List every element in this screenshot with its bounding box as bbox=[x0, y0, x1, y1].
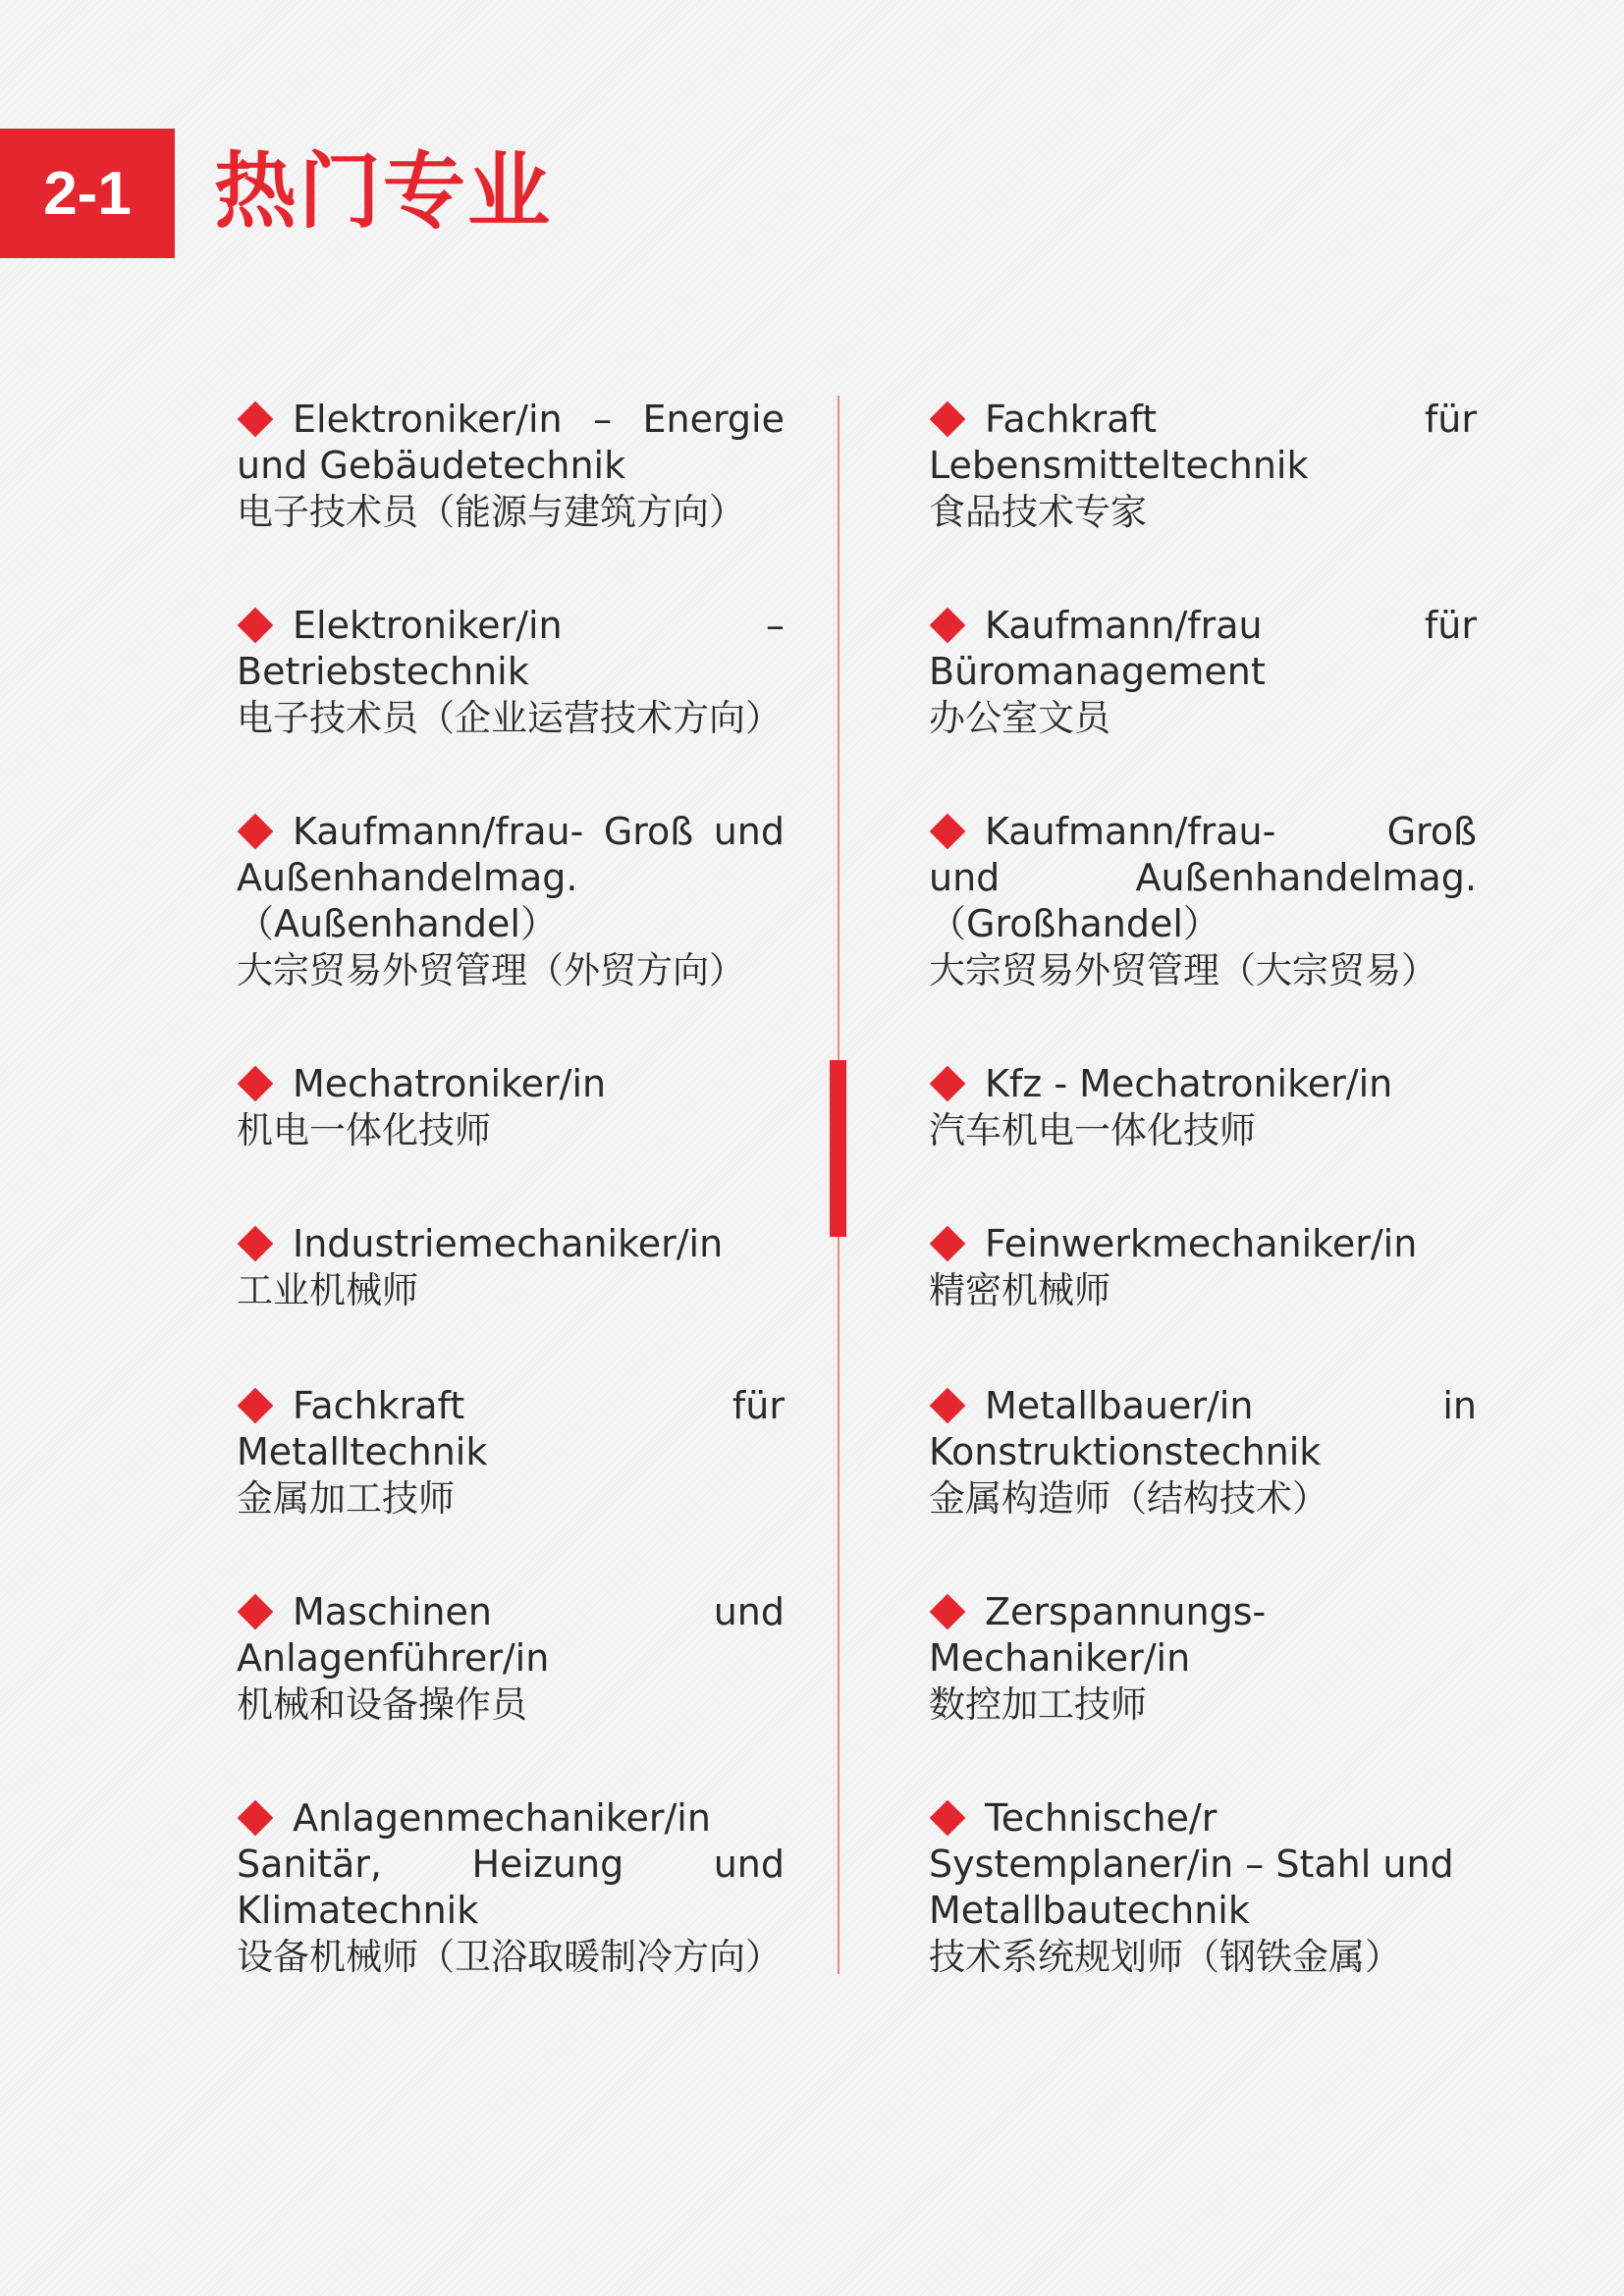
major-name-line bbox=[237, 809, 785, 855]
major-chinese-name: 金属加工技师 bbox=[237, 1477, 455, 1520]
divider-accent-mark bbox=[830, 1060, 846, 1237]
major-name-word: Energie bbox=[642, 398, 785, 441]
major-name-word: und Gebäudetechnik bbox=[237, 444, 626, 487]
major-name-word: Konstruktionstechnik bbox=[929, 1430, 1322, 1473]
major-name-word: Lebensmitteltechnik bbox=[929, 444, 1309, 487]
major-chinese-name: 金属构造师（结构技术） bbox=[929, 1477, 1328, 1520]
major-item bbox=[237, 603, 785, 741]
red-diamond-icon bbox=[930, 1594, 966, 1630]
section-number-badge bbox=[0, 129, 175, 258]
major-name-word: Anlagenmechaniker/in bbox=[293, 1796, 711, 1840]
major-name-continuation bbox=[929, 901, 1477, 947]
major-name-word: Metallbautechnik bbox=[929, 1889, 1250, 1932]
major-chinese-name: 数控加工技师 bbox=[929, 1683, 1147, 1726]
major-chinese-name: 电子技术员（企业运营技术方向） bbox=[237, 697, 782, 739]
major-name-word: Kfz - Mechatroniker/in bbox=[985, 1062, 1393, 1105]
major-name-word: Industriemechaniker/in bbox=[293, 1222, 724, 1265]
major-name-line bbox=[237, 1061, 785, 1107]
major-name-continuation bbox=[929, 1429, 1477, 1475]
major-name-word: Systemplaner/in – Stahl und bbox=[929, 1842, 1454, 1886]
red-diamond-icon bbox=[930, 1066, 966, 1102]
major-name-line bbox=[237, 603, 785, 649]
red-diamond-icon bbox=[238, 608, 274, 644]
red-diamond-icon bbox=[238, 814, 274, 850]
major-name-word: （Großhandel） bbox=[929, 902, 1220, 945]
major-item bbox=[237, 1221, 785, 1313]
major-chinese-name: 电子技术员（能源与建筑方向） bbox=[237, 491, 745, 533]
major-name-continuation bbox=[237, 649, 785, 695]
major-name-continuation bbox=[929, 443, 1477, 489]
major-chinese-name: 精密机械师 bbox=[929, 1269, 1110, 1311]
major-item bbox=[929, 397, 1477, 535]
major-name-word: Kaufmann/frau bbox=[985, 604, 1263, 647]
major-name-word: Betriebstechnik bbox=[237, 650, 529, 693]
major-item bbox=[237, 1061, 785, 1153]
major-item bbox=[237, 1383, 785, 1522]
major-name-word: Büromanagement bbox=[929, 650, 1266, 693]
major-item bbox=[929, 1795, 1477, 1980]
major-name-continuation bbox=[237, 855, 785, 901]
major-name-word: Zerspannungs- bbox=[985, 1590, 1267, 1633]
major-name-continuation bbox=[237, 1888, 785, 1934]
major-chinese-name: 食品技术专家 bbox=[929, 491, 1147, 533]
major-name-word: – bbox=[593, 398, 613, 441]
red-diamond-icon bbox=[238, 1226, 274, 1262]
major-name-word: für bbox=[731, 1384, 785, 1427]
major-chinese-name: 设备机械师（卫浴取暖制冷方向） bbox=[237, 1936, 782, 1978]
page-title: 热门专业 bbox=[214, 143, 553, 240]
major-name-word: und bbox=[929, 856, 1001, 899]
major-name-word: in bbox=[1442, 1384, 1477, 1427]
major-name-word: Außenhandelmag. bbox=[237, 856, 578, 899]
red-diamond-icon bbox=[930, 401, 966, 438]
major-item bbox=[929, 1589, 1477, 1728]
major-name-word: für bbox=[1424, 604, 1477, 647]
major-name-word: Groß bbox=[1386, 810, 1477, 853]
major-name-continuation bbox=[237, 1842, 785, 1888]
major-chinese-name: 工业机械师 bbox=[237, 1269, 418, 1311]
red-diamond-icon bbox=[930, 1388, 966, 1424]
major-name-line bbox=[929, 809, 1477, 855]
major-name-line bbox=[237, 1383, 785, 1429]
major-name-word: （Außenhandel） bbox=[237, 902, 558, 945]
major-item bbox=[929, 1221, 1477, 1313]
major-chinese-name: 大宗贸易外贸管理（大宗贸易） bbox=[929, 949, 1437, 991]
red-diamond-icon bbox=[930, 1800, 966, 1837]
major-name-word: Klimatechnik bbox=[237, 1889, 479, 1932]
red-diamond-icon bbox=[238, 1800, 274, 1837]
major-name-line bbox=[237, 1589, 785, 1635]
major-name-word: und bbox=[713, 810, 785, 853]
major-name-line bbox=[237, 1795, 785, 1842]
red-diamond-icon bbox=[930, 814, 966, 850]
major-name-line bbox=[929, 1061, 1477, 1107]
major-item bbox=[929, 809, 1477, 993]
section-number: 2-1 bbox=[43, 159, 132, 228]
major-name-line bbox=[237, 1221, 785, 1267]
major-chinese-name: 技术系统规划师（钢铁金属） bbox=[929, 1936, 1401, 1978]
major-name-continuation bbox=[929, 855, 1477, 901]
major-name-word: Mechaniker/in bbox=[929, 1636, 1191, 1680]
major-name-word: Metalltechnik bbox=[237, 1430, 488, 1473]
major-name-word: Elektroniker/in bbox=[293, 604, 563, 647]
major-chinese-name: 汽车机电一体化技师 bbox=[929, 1109, 1256, 1151]
major-name-line bbox=[237, 397, 785, 443]
major-item bbox=[237, 1795, 785, 1980]
major-name-word: für bbox=[1424, 398, 1477, 441]
major-chinese-name: 机械和设备操作员 bbox=[237, 1683, 527, 1726]
major-name-word: und bbox=[713, 1842, 785, 1886]
major-name-continuation bbox=[929, 1842, 1477, 1888]
major-name-word: Kaufmann/frau- bbox=[985, 810, 1276, 853]
major-name-line bbox=[929, 1795, 1477, 1842]
major-name-word: Elektroniker/in bbox=[293, 398, 563, 441]
major-name-word: Groß bbox=[603, 810, 694, 853]
major-name-word: und bbox=[713, 1590, 785, 1633]
major-name-word: Sanitär, bbox=[237, 1842, 382, 1886]
major-name-continuation bbox=[929, 1635, 1477, 1682]
major-name-word: Technische/r bbox=[985, 1796, 1218, 1840]
red-diamond-icon bbox=[238, 1594, 274, 1630]
major-name-continuation bbox=[929, 649, 1477, 695]
major-chinese-name: 办公室文员 bbox=[929, 697, 1110, 739]
major-name-word: Fachkraft bbox=[985, 398, 1158, 441]
major-name-line bbox=[929, 1589, 1477, 1635]
major-name-continuation bbox=[237, 443, 785, 489]
major-name-continuation bbox=[929, 1888, 1477, 1934]
major-name-line bbox=[929, 397, 1477, 443]
major-item bbox=[929, 1061, 1477, 1153]
major-item bbox=[237, 809, 785, 993]
major-chinese-name: 机电一体化技师 bbox=[237, 1109, 491, 1151]
major-name-word: – bbox=[766, 604, 785, 647]
major-name-continuation bbox=[237, 901, 785, 947]
red-diamond-icon bbox=[238, 1066, 274, 1102]
red-diamond-icon bbox=[238, 1388, 274, 1424]
major-item bbox=[929, 603, 1477, 741]
major-name-word: Heizung bbox=[471, 1842, 624, 1886]
red-diamond-icon bbox=[930, 1226, 966, 1262]
major-item bbox=[237, 1589, 785, 1728]
major-name-word: Metallbauer/in bbox=[985, 1384, 1254, 1427]
major-item bbox=[237, 397, 785, 535]
major-name-line bbox=[929, 1383, 1477, 1429]
major-name-word: Außenhandelmag. bbox=[1135, 856, 1477, 899]
major-name-line bbox=[929, 603, 1477, 649]
major-name-word: Mechatroniker/in bbox=[293, 1062, 607, 1105]
red-diamond-icon bbox=[238, 401, 274, 438]
major-name-continuation bbox=[237, 1635, 785, 1682]
major-name-word: Fachkraft bbox=[293, 1384, 465, 1427]
major-name-line bbox=[929, 1221, 1477, 1267]
major-name-word: Kaufmann/frau- bbox=[293, 810, 584, 853]
red-diamond-icon bbox=[930, 608, 966, 644]
major-item bbox=[929, 1383, 1477, 1522]
major-chinese-name: 大宗贸易外贸管理（外贸方向） bbox=[237, 949, 745, 991]
major-name-word: Anlagenführer/in bbox=[237, 1636, 550, 1680]
major-name-word: Maschinen bbox=[293, 1590, 492, 1633]
major-name-continuation bbox=[237, 1429, 785, 1475]
major-name-word: Feinwerkmechaniker/in bbox=[985, 1222, 1418, 1265]
